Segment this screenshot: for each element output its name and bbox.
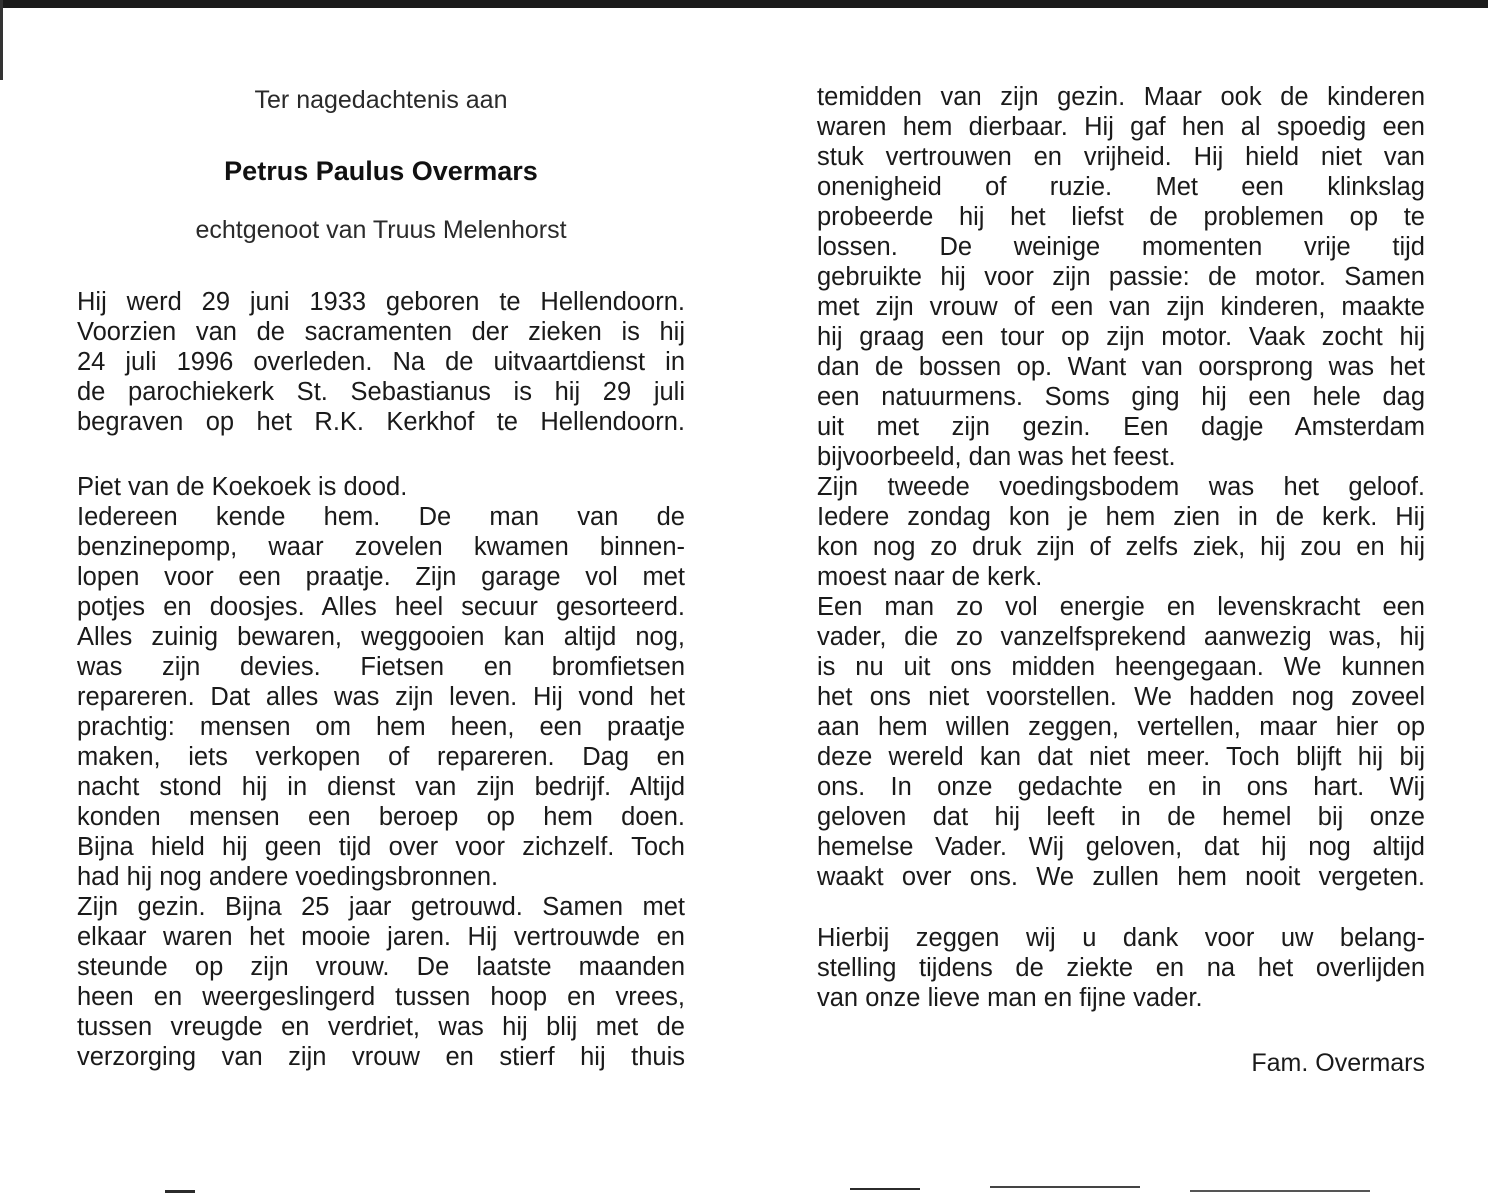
birth-paragraph bbox=[77, 287, 685, 437]
text-line: hij graag een tour op zijn motor. Vaak zocht hij bbox=[817, 323, 1425, 351]
family-signature: Fam. Overmars bbox=[1251, 1049, 1425, 1077]
text-line: lossen. De weinige momenten vrije tijd bbox=[817, 233, 1425, 261]
deceased-name: Petrus Paulus Overmars bbox=[224, 156, 538, 186]
spouse-line: echtgenoot van Truus Melenhorst bbox=[195, 216, 567, 244]
scan-mark bbox=[165, 1190, 195, 1193]
text-line: Zijn gezin. Bijna 25 jaar getrouwd. Samen met bbox=[77, 893, 685, 921]
text-line: kon nog zo druk zijn of zelfs ziek, hij zou en hij bbox=[817, 533, 1425, 561]
text-line: konden mensen een beroep op hem doen. bbox=[77, 803, 685, 831]
text-line: elkaar waren het mooie jaren. Hij vertrouwde en bbox=[77, 923, 685, 951]
text-line: 24 juli 1996 overleden. Na de uitvaartdienst in bbox=[77, 348, 685, 376]
text-line: Piet van de Koekoek is dood. bbox=[77, 473, 408, 501]
text-line: Bijna hield hij geen tijd over voor zichzelf. Toch bbox=[77, 833, 685, 861]
intro-text: Ter nagedachtenis aan bbox=[254, 86, 508, 114]
text-line: prachtig: mensen om hem heen, een praatje bbox=[77, 713, 685, 741]
text-line: van onze lieve man en fijne vader. bbox=[817, 984, 1203, 1012]
text-line: verzorging van zijn vrouw en stierf hij thuis bbox=[77, 1043, 685, 1071]
text-line: dan de bossen op. Want van oorsprong was het bbox=[817, 353, 1425, 381]
text-line: Zijn tweede voedingsbodem was het geloof. bbox=[817, 473, 1425, 501]
text-line: was zijn devies. Fietsen en bromfietsen bbox=[77, 653, 685, 681]
text-line: steunde op zijn vrouw. De laatste maanden bbox=[77, 953, 685, 981]
text-line: Een man zo vol energie en levenskracht een bbox=[817, 593, 1425, 621]
text-line: Voorzien van de sacramenten der zieken is hij bbox=[77, 318, 685, 346]
text-line: is nu uit ons midden heengegaan. We kunnen bbox=[817, 653, 1425, 681]
text-line: vader, die zo vanzelfsprekend aanwezig was, hij bbox=[817, 623, 1425, 651]
text-line: uit met zijn gezin. Een dagje Amsterdam bbox=[817, 413, 1425, 441]
text-line: maken, iets verkopen of repareren. Dag en bbox=[77, 743, 685, 771]
text-line: heen en weergeslingerd tussen hoop en vrees, bbox=[77, 983, 685, 1011]
text-line: Hierbij zeggen wij u dank voor uw belang- bbox=[817, 924, 1425, 952]
continued-paragraph bbox=[817, 82, 1425, 892]
text-line: hemelse Vader. Wij geloven, dat hij nog altijd bbox=[817, 833, 1425, 861]
text-line: bijvoorbeeld, dan was het feest. bbox=[817, 443, 1176, 471]
text-line: waakt over ons. We zullen hem nooit vergeten. bbox=[817, 863, 1425, 891]
text-line: Iedereen kende hem. De man van de bbox=[77, 503, 685, 531]
thanks-paragraph bbox=[817, 923, 1425, 1013]
text-line: begraven op het R.K. Kerkhof te Hellendoorn. bbox=[77, 408, 685, 436]
text-line: probeerde hij het liefst de problemen op te bbox=[817, 203, 1425, 231]
scan-mark bbox=[850, 1188, 920, 1190]
text-line: deze wereld kan dat niet meer. Toch blijft hij bij bbox=[817, 743, 1425, 771]
scan-mark bbox=[990, 1186, 1140, 1188]
text-line: ons. In onze gedachte en in ons hart. Wij bbox=[817, 773, 1425, 801]
text-line: potjes en doosjes. Alles heel secuur gesorteerd. bbox=[77, 593, 685, 621]
text-line: repareren. Dat alles was zijn leven. Hij vond het bbox=[77, 683, 685, 711]
scan-mark bbox=[1190, 1190, 1370, 1192]
text-line: geloven dat hij leeft in de hemel bij onze bbox=[817, 803, 1425, 831]
text-line: aan hem willen zeggen, vertellen, maar hier op bbox=[817, 713, 1425, 741]
text-line: benzinepomp, waar zovelen kwamen binnen- bbox=[77, 533, 685, 561]
text-line: onenigheid of ruzie. Met een klinkslag bbox=[817, 173, 1425, 201]
text-line: Hij werd 29 juni 1933 geboren te Hellendoorn. bbox=[77, 288, 685, 316]
scan-edge-top bbox=[0, 0, 1488, 8]
text-line: stuk vertrouwen en vrijheid. Hij hield niet van bbox=[817, 143, 1425, 171]
text-line: een natuurmens. Soms ging hij een hele dag bbox=[817, 383, 1425, 411]
text-line: Iedere zondag kon je hem zien in de kerk. Hij bbox=[817, 503, 1425, 531]
text-line: lopen voor een praatje. Zijn garage vol met bbox=[77, 563, 685, 591]
text-line: met zijn vrouw of een van zijn kinderen, maakte bbox=[817, 293, 1425, 321]
text-line: gebruikte hij voor zijn passie: de motor. Samen bbox=[817, 263, 1425, 291]
text-line: waren hem dierbaar. Hij gaf hen al spoedig een bbox=[817, 113, 1425, 141]
text-line: had hij nog andere voedingsbronnen. bbox=[77, 863, 499, 891]
text-line: Alles zuinig bewaren, weggooien kan altijd nog, bbox=[77, 623, 685, 651]
text-line: stelling tijdens de ziekte en na het overlijden bbox=[817, 954, 1425, 982]
text-line: nacht stond hij in dienst van zijn bedrijf. Altijd bbox=[77, 773, 685, 801]
text-line: moest naar de kerk. bbox=[817, 563, 1043, 591]
text-line: de parochiekerk St. Sebastianus is hij 29 juli bbox=[77, 378, 685, 406]
text-line: temidden van zijn gezin. Maar ook de kinderen bbox=[817, 83, 1425, 111]
obituary-paragraph bbox=[77, 472, 685, 1072]
scan-edge-left bbox=[0, 0, 3, 80]
text-line: tussen vreugde en verdriet, was hij blij met de bbox=[77, 1013, 685, 1041]
text-line: het ons niet voorstellen. We hadden nog zoveel bbox=[817, 683, 1425, 711]
